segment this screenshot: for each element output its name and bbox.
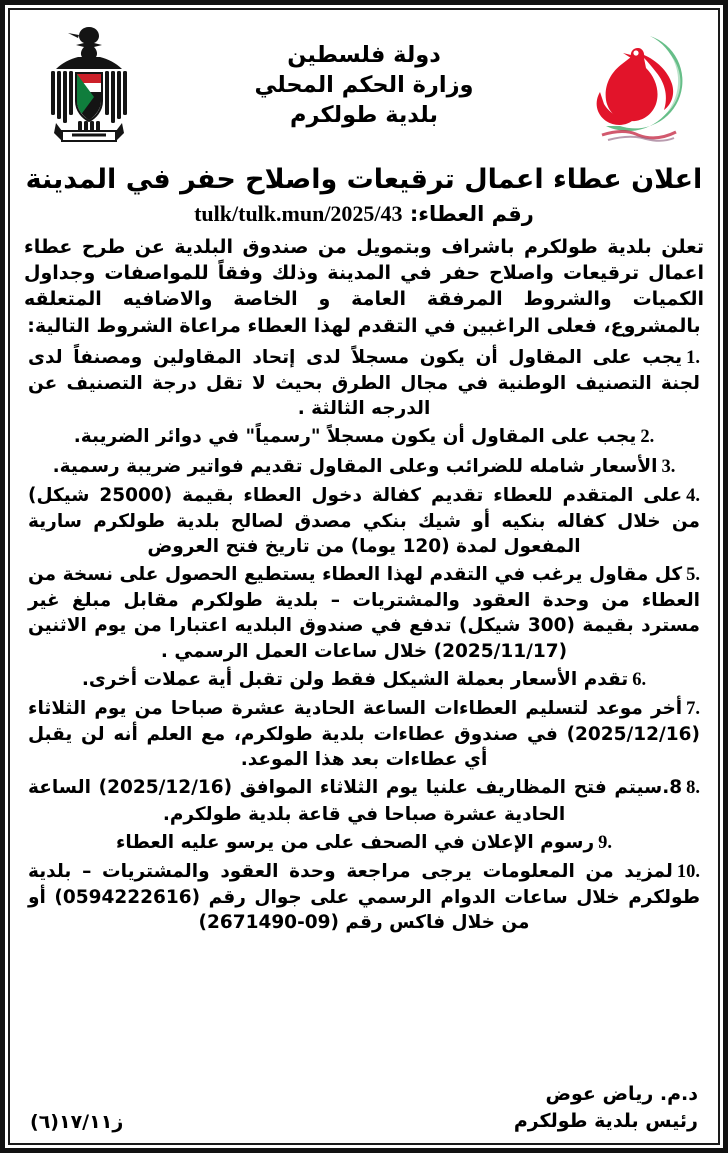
signature-block	[24, 1079, 704, 1139]
condition-item	[24, 667, 704, 693]
condition-text: رسوم الإعلان في الصحف على من يرسو عليه العطاء	[115, 831, 595, 853]
masthead	[24, 16, 704, 156]
condition-item	[24, 483, 704, 559]
document-reference: ز١٧/١١(٦)	[30, 1111, 124, 1133]
condition-number: 10.	[676, 861, 700, 882]
intro-paragraph: تعلن بلدية طولكرم باشراف وبتمويل من صندوق البلدية عن طرح عطاء اعمال ترقيعات واصلاح حفر في المدينة وذلك وفقاً للمواصفات وجداول الكميات والشروط المرفقة العامة و الخاصة والاضافيه المتعلقه بالمشروع، فعلى الراغبين في التقدم لهذا العطاء مراعاة الشروط التالية:	[24, 236, 704, 337]
condition-item	[24, 562, 704, 664]
condition-text: على المتقدم للعطاء تقديم كفالة دخول العطاء بقيمة (25000 شيكل) من خلال كفاله بنكيه أو شيك بنكي مصدق لصالح بلدية طولكرم سارية المفعول لمدة (120 يوما) من تاريخ فتح العروض	[28, 484, 700, 557]
state-line: دولة فلسطين	[287, 42, 441, 69]
condition-text: الأسعار شامله للضرائب وعلى المقاول تقديم فواتير ضريبة رسمية.	[52, 455, 658, 477]
page-inner-frame	[8, 8, 720, 1145]
condition-text: لمزيد من المعلومات يرجى مراجعة وحدة العقود والمشتريات – بلدية طولكرم خلال ساعات الدوام الرسمي على جوال رقم (0594222616) أو من خلال فاكس رقم (09-2671490)	[28, 860, 700, 934]
tulkarm-municipality-logo	[574, 20, 704, 152]
masthead-text	[154, 41, 574, 130]
signatory	[514, 1081, 698, 1135]
condition-text: كل مقاول يرغب في التقدم لهذا العطاء يستطيع الحصول على نسخة من العطاء من وحدة العقود والمشتريات – بلدية طولكرم مقابل مبلغ غير مسترد بقيمة (300 شيكل) تدفع في صندوق البلديه اعتبارا من يوم الاثنين (2025/11/17) خلال ساعات العمل الرسمي .	[28, 564, 700, 662]
municipality-line: بلدية طولكرم	[290, 101, 438, 128]
condition-item	[24, 775, 704, 826]
condition-number: 1.	[686, 347, 700, 368]
tender-number-value: tulk/tulk.mun/2025/43	[194, 201, 403, 226]
condition-item	[24, 696, 704, 772]
conditions-list	[24, 345, 704, 938]
palestine-state-emblem	[24, 20, 154, 152]
condition-item	[24, 859, 704, 935]
condition-item	[24, 830, 704, 856]
condition-number: 5.	[686, 565, 700, 586]
condition-text: أخر موعد لتسليم العطاءات الساعة الحادية عشرة صباحا من يوم الثلاثاء (2025/12/16) في صندوق عطاءات بلدية طولكرم، مع العلم أنه لن يقبل أي عطاءات بعد هذا الموعد.	[28, 697, 700, 771]
condition-item	[24, 424, 704, 450]
condition-text: يجب على المقاول أن يكون مسجلاً "رسمياً" في دوائر الضريبة.	[73, 426, 637, 448]
condition-number: 3.	[661, 456, 676, 477]
condition-number: 2.	[640, 427, 655, 448]
condition-number: 7.	[686, 698, 700, 719]
ministry-line: وزارة الحكم المحلي	[254, 72, 474, 99]
condition-text: يجب على المقاول أن يكون مسجلاً لدى إتحاد المقاولين ومصنفاً لدى لجنة التصنيف الوطنية في مجال الطرق بحيث لا تقل درجة التصنيف عن الدرجه الثالثة .	[28, 346, 700, 420]
condition-number: 4.	[686, 485, 700, 506]
condition-number: 9.	[598, 832, 613, 853]
condition-text: 8.سيتم فتح المظاريف علنيا يوم الثلاثاء الموافق (2025/12/16) الساعة الحادية عشرة صباحا في قاعة بلدية طولكرم.	[28, 777, 683, 825]
condition-number: 6.	[632, 669, 647, 690]
condition-item	[24, 454, 704, 480]
page-title: اعلان عطاء اعمال ترقيعات واصلاح حفر في المدينة	[25, 164, 703, 195]
tender-number-label: رقم العطاء:	[409, 202, 534, 226]
tender-number	[24, 201, 704, 227]
condition-item	[24, 345, 704, 421]
signatory-role: رئيس بلدية طولكرم	[513, 1110, 698, 1133]
signatory-name: د.م. رياض عوض	[545, 1083, 698, 1106]
condition-number: 8.	[686, 778, 701, 799]
condition-text: تقدم الأسعار بعملة الشيكل فقط ولن تقبل أية عملات أخرى.	[81, 668, 629, 690]
